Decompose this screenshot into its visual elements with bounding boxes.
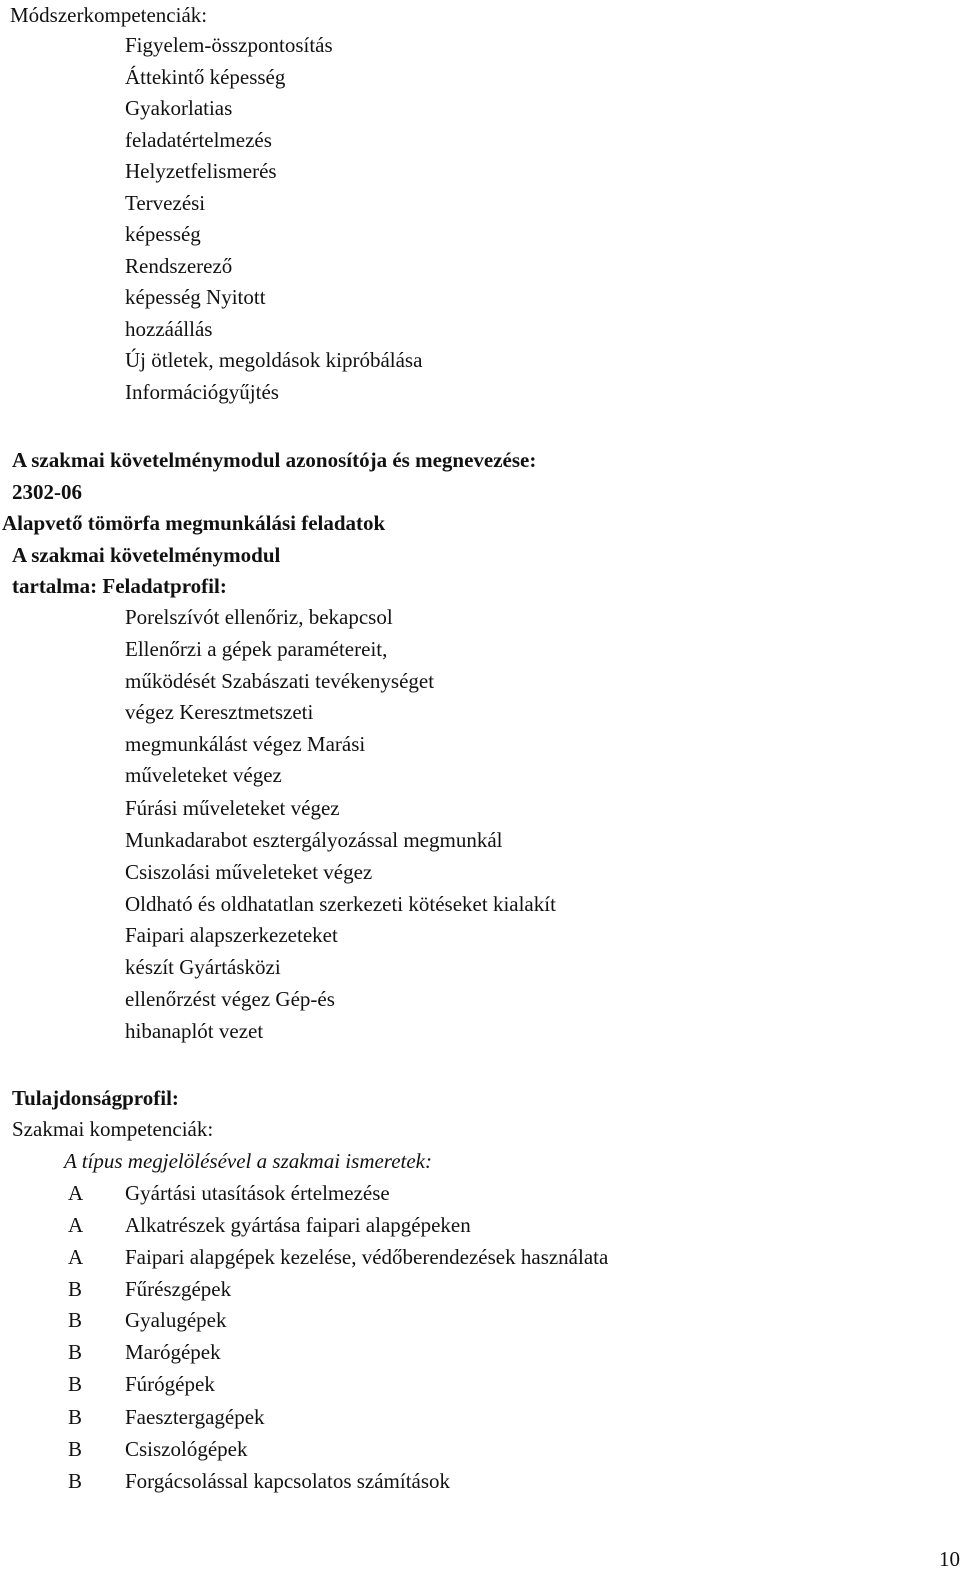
method-competence-item: képesség xyxy=(125,222,201,246)
task-item: végez Keresztmetszeti xyxy=(125,700,314,724)
method-competence-item: hozzáállás xyxy=(125,317,213,341)
method-competence-item: képesség Nyitott xyxy=(125,285,266,309)
task-item: készít Gyártásközi xyxy=(125,955,281,979)
professional-competences-heading: Szakmai kompetenciák: xyxy=(12,1117,214,1141)
page-number: 10 xyxy=(939,1547,960,1571)
module-content-label: A szakmai követelménymodul xyxy=(12,543,281,567)
type-note: A típus megjelölésével a szakmai ismeretek: xyxy=(64,1149,432,1173)
task-item: Munkadarabot esztergályozással megmunkál xyxy=(125,828,503,852)
task-item: Fúrási műveleteket végez xyxy=(125,796,340,820)
knowledge-type: A xyxy=(68,1245,84,1269)
knowledge-type: B xyxy=(68,1469,83,1493)
knowledge-item: Csiszológépek xyxy=(125,1437,248,1461)
task-item: Oldható és oldhatatlan szerkezeti kötéseket kialakít xyxy=(125,892,556,916)
knowledge-item: Forgácsolással kapcsolatos számítások xyxy=(125,1469,451,1493)
knowledge-type: B xyxy=(68,1308,83,1332)
knowledge-type: B xyxy=(68,1372,83,1396)
task-item: Porelszívót ellenőriz, bekapcsol xyxy=(125,605,393,629)
property-profile-heading: Tulajdonságprofil: xyxy=(12,1086,179,1110)
knowledge-type: B xyxy=(68,1437,83,1461)
method-competence-item: Áttekintő képesség xyxy=(125,65,286,89)
task-item: műveleteket végez xyxy=(125,763,282,787)
task-item: ellenőrzést végez Gép-és xyxy=(125,987,335,1011)
method-competences-heading: Módszerkompetenciák: xyxy=(10,3,208,27)
task-item: Faipari alapszerkezeteket xyxy=(125,923,338,947)
module-id: 2302-06 xyxy=(12,480,82,504)
knowledge-type: A xyxy=(68,1213,84,1237)
knowledge-item: Faipari alapgépek kezelése, védőberendezések használata xyxy=(125,1245,609,1269)
knowledge-item: Fűrészgépek xyxy=(125,1277,232,1301)
task-item: megmunkálást végez Marási xyxy=(125,732,366,756)
knowledge-item: Gyalugépek xyxy=(125,1308,227,1332)
knowledge-item: Alkatrészek gyártása faipari alapgépeken xyxy=(125,1213,471,1237)
method-competence-item: Figyelem-összpontosítás xyxy=(125,33,333,57)
method-competence-item: Gyakorlatias xyxy=(125,96,233,120)
method-competence-item: Helyzetfelismerés xyxy=(125,159,277,183)
method-competence-item: feladatértelmezés xyxy=(125,128,272,152)
knowledge-type: B xyxy=(68,1277,83,1301)
task-profile-label: tartalma: Feladatprofil: xyxy=(12,574,227,598)
module-id-label: A szakmai követelménymodul azonosítója és megnevezése: xyxy=(12,448,537,472)
knowledge-item: Gyártási utasítások értelmezése xyxy=(125,1181,390,1205)
knowledge-type: B xyxy=(68,1340,83,1364)
task-item: Csiszolási műveleteket végez xyxy=(125,860,373,884)
task-item: hibanaplót vezet xyxy=(125,1019,264,1043)
knowledge-item: Faesztergagépek xyxy=(125,1405,265,1429)
method-competence-item: Tervezési xyxy=(125,191,206,215)
knowledge-type: B xyxy=(68,1405,83,1429)
method-competence-item: Új ötletek, megoldások kipróbálása xyxy=(125,348,423,372)
knowledge-type: A xyxy=(68,1181,84,1205)
module-name: Alapvető tömörfa megmunkálási feladatok xyxy=(2,511,386,535)
knowledge-item: Fúrógépek xyxy=(125,1372,215,1396)
task-item: működését Szabászati tevékenységet xyxy=(125,669,435,693)
task-item: Ellenőrzi a gépek paramétereit, xyxy=(125,637,388,661)
method-competence-item: Rendszerező xyxy=(125,254,233,278)
method-competence-item: Információgyűjtés xyxy=(125,380,279,404)
knowledge-item: Marógépek xyxy=(125,1340,221,1364)
